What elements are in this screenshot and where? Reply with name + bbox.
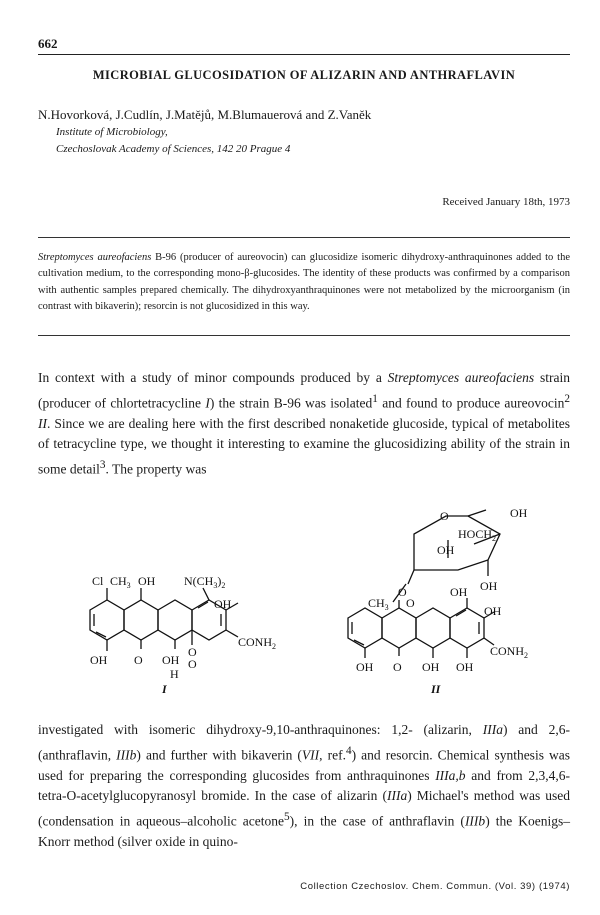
affiliation-line-2: Czechoslovak Academy of Sciences, 142 20 Prague 4 [56, 143, 291, 155]
compound-i-label: I [162, 682, 167, 696]
abstract-rule-top [38, 237, 570, 238]
compound-i-oh-bm: OH [162, 653, 180, 667]
compound-ii-ring-o: O [440, 509, 449, 523]
compound-i-o1: O [134, 653, 143, 667]
compound-i-nme2: $N(CH_3)_2$ [184, 574, 226, 590]
compound-i-oh-top: OH [138, 574, 156, 588]
header-rule [38, 54, 570, 55]
compound-i-conh2: $CONH_2$ [238, 635, 277, 651]
received-date: Received January 18th, 1973 [442, 196, 570, 208]
compound-ii-oh-b3: OH [456, 660, 474, 674]
compound-ii-oh-right: OH [484, 604, 502, 618]
abstract [38, 250, 570, 315]
compound-ii-conh2: $CONH_2$ [490, 644, 529, 660]
abstract-rule-bottom [38, 335, 570, 336]
compound-i-oh-bl: OH [90, 653, 108, 667]
compound-ii-ch3: $CH_3$ [368, 596, 389, 612]
paragraph-2: investigated with isomeric dihydroxy-9,10-anthraquinones: 1,2- (alizarin, IIIa) and 2,6- (anthraflavin, IIIb) and further with bikaverin (VII, ref.$^4$) and resorcin. Chemical synthesis was used for preparing the corresponding glucosides from anthraquinones IIIa,b and from 2,3,4,6-tetra-O-acetylglucopyranosyl bromide. In the case of alizarin (IIIa) Michael's method was used (condensation in aqueous–alcoholic acetone$^5$), in the case of anthraflavin (IIIb) the Koenigs–Knorr method (silver oxide in quino- [38, 722, 571, 849]
compound-i-ch3: $CH_3$ [110, 574, 131, 590]
affiliation-line-1: Institute of Microbiology, [56, 126, 168, 138]
compound-ii-hoch2: $HOCH_2$ [458, 527, 497, 543]
compound-ii-label: II [431, 682, 441, 696]
paragraph-1: In context with a study of minor compounds produced by a Streptomyces aureofaciens strain (producer of chlortetracycline I) the strain B-96 was isolated$^1$ and found to produce aureovocin$^2$ II. Since we are dealing here with the first described nonaketide glucoside, typical of metabolites of tetracycline type, we thought it interesting to examine the glucosidizing ability of the strain in some detail$^3$. The property was [38, 370, 570, 476]
compound-ii-o-top: O [406, 596, 415, 610]
page-number: 662 [38, 36, 58, 51]
compound-ii-oh-b1: OH [356, 660, 374, 674]
compound-i-cl: Cl [92, 574, 104, 588]
compound-ii-oh-b2: OH [422, 660, 440, 674]
compound-i-h: H [170, 667, 179, 681]
compound-i-oh-right: OH [214, 597, 232, 611]
compound-ii-o-b: O [393, 660, 402, 674]
compound-ii-oh-top: OH [450, 585, 468, 599]
abstract-species: Streptomyces aureofaciens [38, 252, 152, 263]
structure-figure [38, 490, 570, 698]
compound-i-o2: O [188, 645, 197, 659]
journal-footer: Collection Czechoslov. Chem. Commun. (Vol. 39) (1974) [300, 881, 570, 892]
compound-ii-oh-sugar2: OH [437, 543, 455, 557]
compound-ii-oh-sugar: OH [510, 506, 528, 520]
compound-ii-oh-sugar3: OH [480, 579, 498, 593]
compound-ii-link-o: O [398, 585, 407, 599]
article-title: MICROBIAL GLUCOSIDATION OF ALIZARIN AND ANTHRAFLAVIN [92, 68, 516, 82]
abstract-text: B-96 (producer of aureovocin) can glucosidize isomeric dihydroxy-anthraquinones added to the cultivation medium, to the corresponding mono-β-glucosides. The identity of these products was confirmed by a comparison with authentic samples prepared chemically. The dihydroxyanthraquinones were not metabolized by the microorganism (in contrast with bikaverin); resorcin is not glucosidized in this way. [38, 252, 570, 312]
compound-i-o3: O [188, 657, 197, 671]
authors: N.Hovorková, J.Cudlín, J.Matějů, M.Blumauerová and Z.Vaněk [38, 107, 372, 122]
